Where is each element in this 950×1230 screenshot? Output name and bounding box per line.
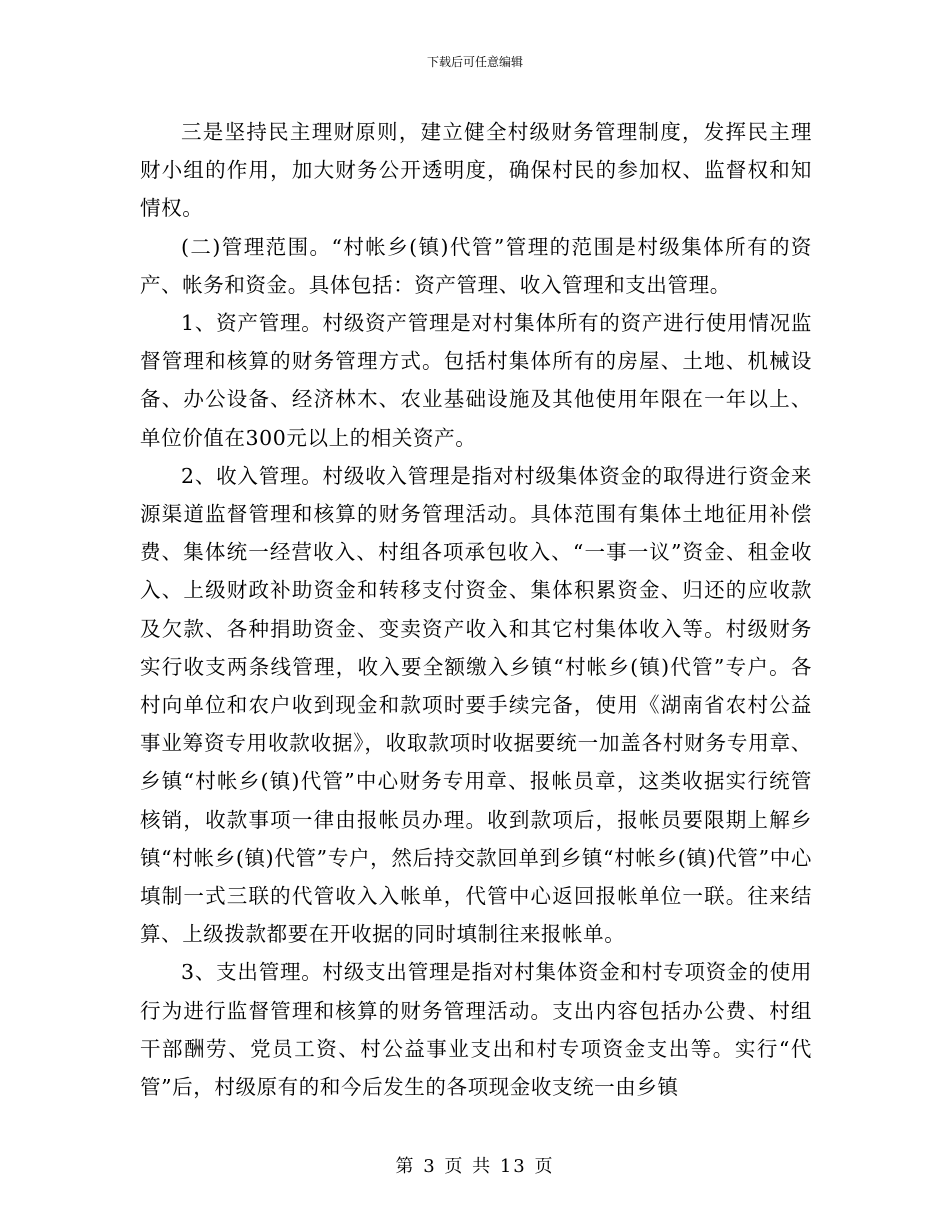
header-note: 下载后可任意编辑 <box>426 55 523 69</box>
paragraph-income-management: 2、收入管理。村级收入管理是指对村级集体资金的取得进行资金来源渠道监督管理和核算的财务管理活动。具体范围有集体土地征用补偿费、集体统一经营收入、村组各项承包收入、“一事一议”资金、租金收入、上级财政补助资金和转移支付资金、集体积累资金、归还的应收款及欠款、各种捐助资金、变卖资产收入和其它村集体收入等。村级财务实行收支两条线管理，收入要全额缴入乡镇“村帐乡(镇)代管”专户。各村向单位和农户收到现金和款项时要手续完备，使用《湖南省农村公益事业筹资专用收款收据》，收取款项时收据要统一加盖各村财务专用章、乡镇“村帐乡(镇)代管”中心财务专用章、报帐员章，这类收据实行统管核销，收款事项一律由报帐员办理。收到款项后，报帐员要限期上解乡镇“村帐乡(镇)代管”专户，然后持交款回单到乡镇“村帐乡(镇)代管”中心填制一式三联的代管收入入帐单，代管中心返回报帐单位一联。往来结算、上级拨款都要在开收据的同时填制往来报帐单。 <box>140 463 812 947</box>
page-number-footer: 第 3 页 共 13 页 <box>395 1156 555 1177</box>
body-text <box>140 113 812 1106</box>
paragraph-principle: 三是坚持民主理财原则，建立健全村级财务管理制度，发挥民主理财小组的作用，加大财务公开透明度，确保村民的参加权、监督权和知情权。 <box>140 120 812 221</box>
paragraph-scope: (二)管理范围。“村帐乡(镇)代管”管理的范围是村级集体所有的资产、帐务和资金。具体包括：资产管理、收入管理和支出管理。 <box>140 234 812 297</box>
paragraph-asset-management: 1、资产管理。村级资产管理是对村集体所有的资产进行使用情况监督管理和核算的财务管理方式。包括村集体所有的房屋、土地、机械设备、办公设备、经济林木、农业基础设施及其他使用年限在一年以上、单位价值在300元以上的相关资产。 <box>140 311 812 450</box>
paragraph-expense-management: 3、支出管理。村级支出管理是指对村集体资金和村专项资金的使用行为进行监督管理和核算的财务管理活动。支出内容包括办公费、村组干部酬劳、党员工资、村公益事业支出和村专项资金支出等。实行“代管”后，村级原有的和今后发生的各项现金收支统一由乡镇 <box>140 960 812 1100</box>
